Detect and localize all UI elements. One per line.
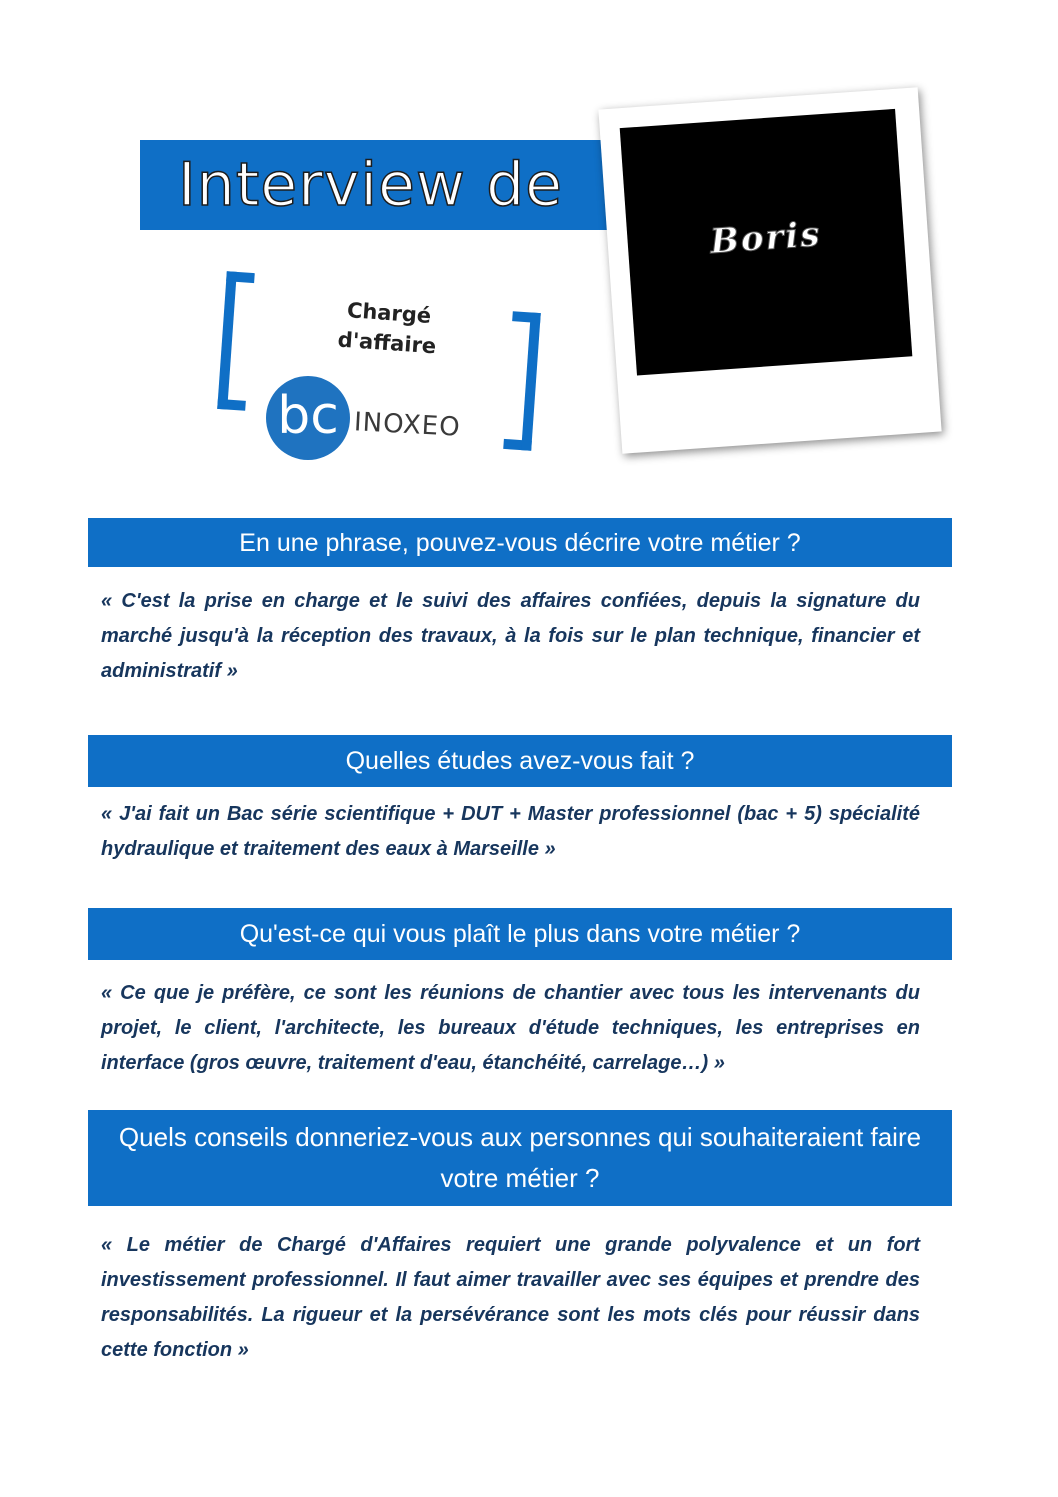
left-bracket [217, 271, 255, 411]
question-bar-3 [88, 908, 952, 960]
job-title [316, 293, 460, 363]
question-bar-2 [88, 735, 952, 787]
answer-text: « Le métier de Chargé d'Affaires requiert une grande polyvalence et un fort investissement professionnel. Il faut aimer travailler avec ses équipes et prendre des responsabilités. La rigueur et la persévérance sont les mots clés pour réussir dans cette fonction » [101, 1234, 920, 1361]
portrait-photo [620, 109, 913, 376]
question-text: Quelles études avez-vous fait ? [345, 747, 695, 775]
job-title-line-2: d'affaire [336, 327, 437, 359]
answer-text: « J'ai fait un Bac série scientifique + DUT + Master professionnel (bac + 5) spécialité hydraulique et traitement des eaux à Marseille » [101, 803, 920, 860]
question-bar-4 [88, 1110, 952, 1206]
answer-text: « C'est la prise en charge et le suivi des affaires confiées, depuis la signature du marché jusqu'à la réception des travaux, à la fois sur le plan technique, financier et administratif » [101, 590, 920, 682]
job-title-line-1: Chargé [346, 298, 432, 328]
question-text: En une phrase, pouvez-vous décrire votre métier ? [239, 528, 801, 557]
person-name: Boris [708, 214, 823, 263]
question-bar-1 [88, 518, 952, 567]
page-title: Interview de [178, 150, 564, 220]
question-text: Quels conseils donneriez-vous aux personnes qui souhaiteraient faire votre métier ? [118, 1122, 922, 1193]
company-name: INOXEO [353, 407, 462, 443]
company-logo-mark: bc [277, 386, 339, 446]
answer-text: « Ce que je préfère, ce sont les réunions de chantier avec tous les intervenants du projet, le client, l'architecte, les bureaux d'étude techniques, les entreprises en interface (gros œuvre, traitement d'eau, étanchéité, carrelage…) » [101, 982, 920, 1074]
right-bracket [503, 311, 541, 451]
polaroid-frame [598, 87, 941, 453]
question-text: Qu'est-ce qui vous plaît le plus dans votre métier ? [239, 920, 801, 948]
